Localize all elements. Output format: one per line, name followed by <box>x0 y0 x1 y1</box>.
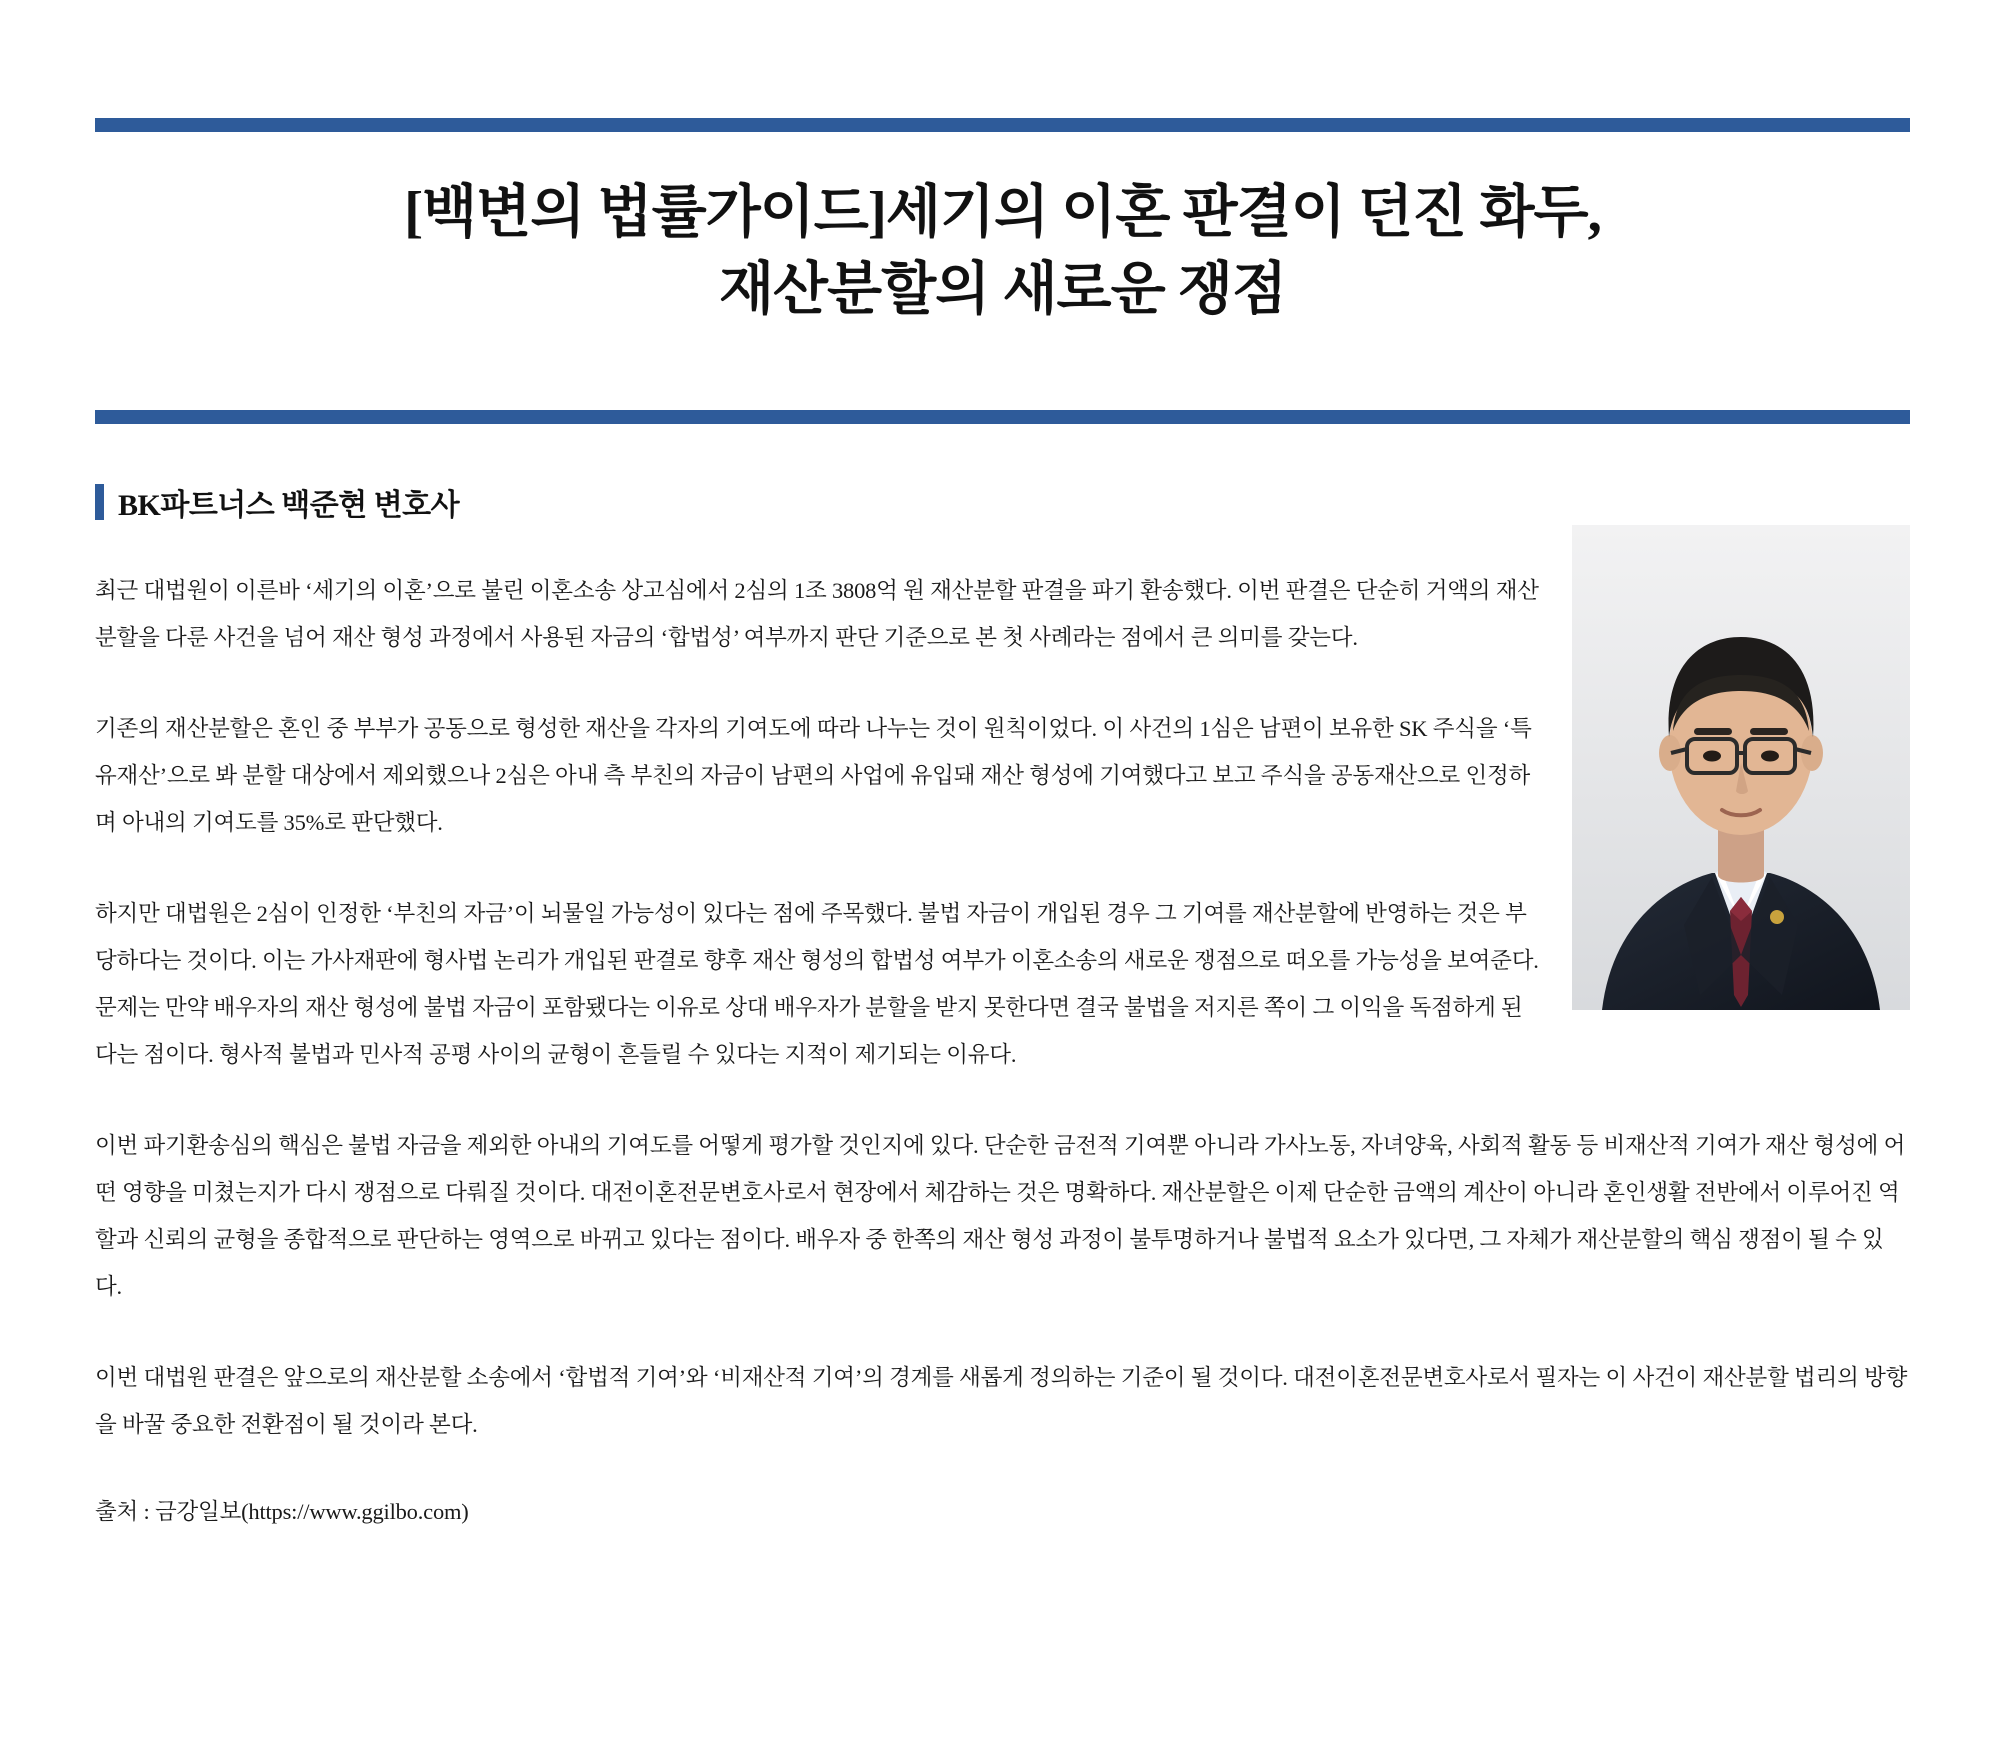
byline-accent-bar <box>95 484 104 520</box>
header-bottom-rule <box>95 410 1910 424</box>
paragraph-3: 하지만 대법원은 2심이 인정한 ‘부친의 자금’이 뇌물일 가능성이 있다는 점에 주목했다. 불법 자금이 개입된 경우 그 기여를 재산분할에 반영하는 것은 부당하다는 것이다. 이는 가사재판에 형사법 논리가 개입된 판결로 향후 재산 형성의 합법성 여부가 이혼소송의 새로운 쟁점으로 떠오를 가능성을 보여준다. 문제는 만약 배우자의 재산 형성에 불법 자금이 포함됐다는 이유로 상대 배우자가 분할을 받지 못한다면 결국 불법을 저지른 쪽이 그 이익을 독점하게 된다는 점이다. 형사적 불법과 민사적 공평 사이의 균형이 흔들릴 수 있다는 지적이 제기되는 이유다. <box>95 901 1539 1067</box>
source-line: 출처 : 금강일보(https://www.ggilbo.com) <box>95 1499 469 1524</box>
header-top-rule <box>95 118 1910 132</box>
title-line-2: 재산분할의 새로운 쟁점 <box>718 257 1287 321</box>
page-title <box>95 175 1910 329</box>
byline-author: BK파트너스 백준현 변호사 <box>118 489 460 522</box>
byline <box>95 480 459 524</box>
title-line-1: [백변의 법률가이드]세기의 이혼 판결이 던진 화두, <box>404 181 1601 244</box>
article-body <box>95 567 1910 1532</box>
paragraph-1: 최근 대법원이 이른바 ‘세기의 이혼’으로 불린 이혼소송 상고심에서 2심의 1조 3808억 원 재산분할 판결을 파기 환송했다. 이번 판결은 단순히 거액의 재산분할을 다룬 사건을 넘어 재산 형성 과정에서 사용된 자금의 ‘합법성’ 여부까지 판단 기준으로 본 첫 사례라는 점에서 큰 의미를 갖는다. <box>95 578 1539 650</box>
paragraph-2: 기존의 재산분할은 혼인 중 부부가 공동으로 형성한 재산을 각자의 기여도에 따라 나누는 것이 원칙이었다. 이 사건의 1심은 남편이 보유한 SK 주식을 ‘특유재산’으로 봐 분할 대상에서 제외했으나 2심은 아내 측 부친의 자금이 남편의 사업에 유입돼 재산 형성에 기여했다고 보고 주식을 공동재산으로 인정하며 아내의 기여도를 35%로 판단했다. <box>95 716 1532 835</box>
paragraph-4: 이번 파기환송심의 핵심은 불법 자금을 제외한 아내의 기여도를 어떻게 평가할 것인지에 있다. 단순한 금전적 기여뿐 아니라 가사노동, 자녀양육, 사회적 활동 등 비재산적 기여가 재산 형성에 어떤 영향을 미쳤는지가 다시 쟁점으로 다뤄질 것이다. 대전이혼전문변호사로서 현장에서 체감하는 것은 명확하다. 재산분할은 이제 단순한 금액의 계산이 아니라 혼인생활 전반에서 이루어진 역할과 신뢰의 균형을 종합적으로 판단하는 영역으로 바뀌고 있다는 점이다. 배우자 중 한쪽의 재산 형성 과정이 불투명하거나 불법적 요소가 있다면, 그 자체가 재산분할의 핵심 쟁점이 될 수 있다. <box>95 1133 1906 1299</box>
paragraph-5: 이번 대법원 판결은 앞으로의 재산분할 소송에서 ‘합법적 기여’와 ‘비재산적 기여’의 경계를 새롭게 정의하는 기준이 될 것이다. 대전이혼전문변호사로서 필자는 이 사건이 재산분할 법리의 방향을 바꿀 중요한 전환점이 될 것이라 본다. <box>95 1365 1908 1437</box>
